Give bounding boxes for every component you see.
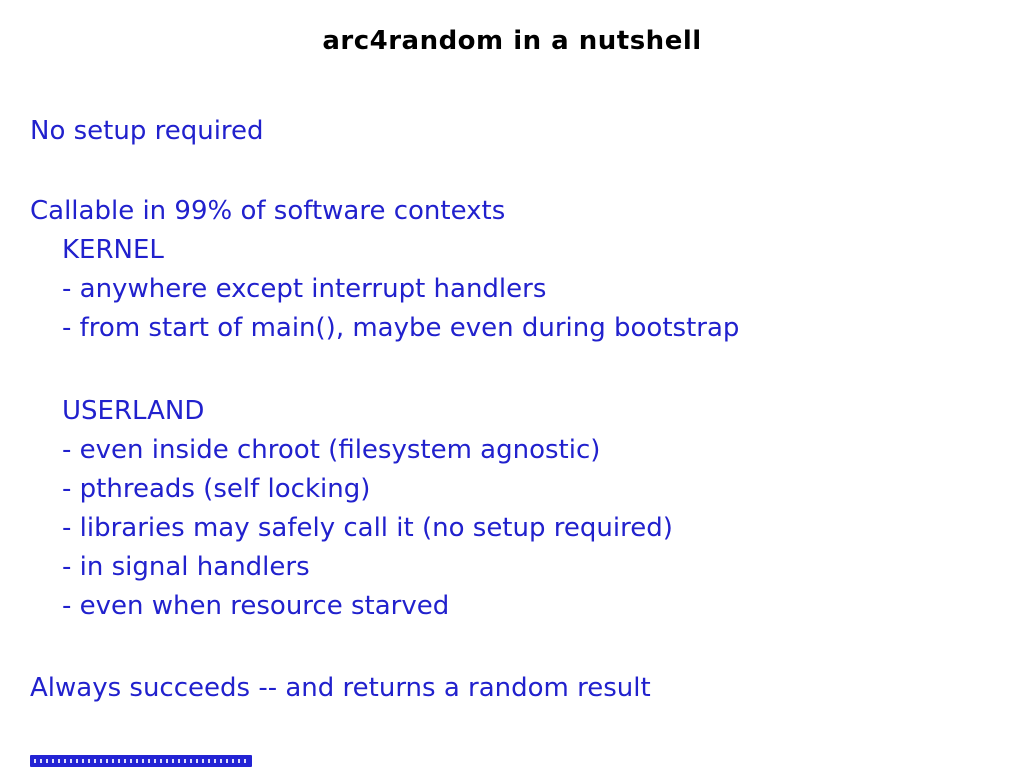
footer-bar (30, 755, 252, 767)
bullet-userland-pthreads: - pthreads (self locking) (62, 474, 371, 504)
slide-title: arc4random in a nutshell (322, 26, 702, 56)
spacer (30, 626, 1004, 669)
bullet-userland-libraries: - libraries may safely call it (no setup required) (62, 513, 673, 543)
bullet-userland-resource-starved: - even when resource starved (62, 591, 450, 621)
bullet-userland-chroot: - even inside chroot (filesystem agnostic) (62, 435, 601, 465)
line-no-setup-required: No setup required (30, 116, 264, 146)
slide-body (30, 112, 1004, 708)
heading-kernel: KERNEL (62, 235, 164, 265)
line-always-succeeds: Always succeeds -- and returns a random result (30, 673, 651, 703)
spacer (30, 151, 1004, 192)
bullet-userland-signal-handlers: - in signal handlers (62, 552, 310, 582)
bullet-kernel-main-bootstrap: - from start of main(), maybe even during bootstrap (62, 313, 740, 343)
footer-bar-marks (34, 759, 248, 763)
line-callable-contexts: Callable in 99% of software contexts (30, 196, 506, 226)
heading-userland: USERLAND (62, 396, 205, 426)
spacer (30, 348, 1004, 392)
bullet-kernel-interrupt-handlers: - anywhere except interrupt handlers (62, 274, 547, 304)
